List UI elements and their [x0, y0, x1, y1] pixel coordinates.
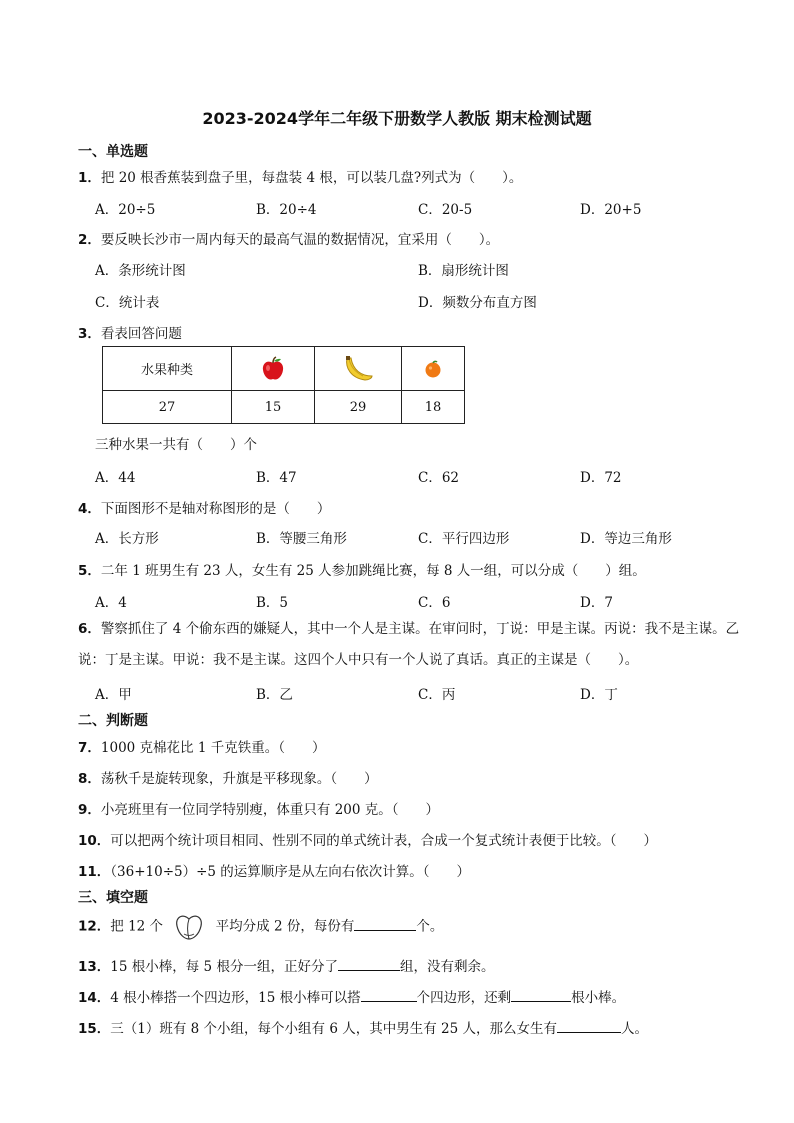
orange-cell [402, 347, 465, 391]
orange-icon [423, 359, 443, 379]
q6-option-c: C．丙 [418, 687, 456, 703]
question-14 [78, 986, 625, 1006]
question-text-mid: 个四边形，还剩 [416, 990, 512, 1006]
fruit-table [102, 346, 465, 424]
question-8 [78, 767, 378, 787]
table-cell: 27 [103, 391, 232, 424]
question-11 [78, 860, 470, 880]
question-text: 警察抓住了 4 个偷东西的嫌疑人，其中一个人是主谋。在审问时，丁说：甲是主谋。丙说：我不是主谋。乙说：丁是主谋。甲说：我不是主谋。这四个人中只有一个人说了真话。真正的主谋是（ ）。 [78, 621, 740, 668]
q1-option-b: B．20÷4 [256, 202, 317, 218]
question-number: 14． [78, 990, 111, 1006]
question-5 [78, 559, 646, 579]
answer-blank[interactable] [557, 1018, 621, 1033]
question-text-pre: 把 12 个 [110, 918, 164, 935]
question-4 [78, 497, 330, 517]
table-cell: 18 [402, 391, 465, 424]
question-text-post: 个。 [416, 918, 444, 935]
question-number: 8． [78, 771, 101, 787]
banana-cell [315, 347, 402, 391]
q6-option-b: B．乙 [256, 687, 293, 703]
question-text: 荡秋千是旋转现象，升旗是平移现象。（ ） [100, 771, 378, 787]
q1-option-d: D．20+5 [580, 202, 642, 218]
question-text-pre: 三（1）班有 8 个小组，每个小组有 6 人，其中男生有 25 人，那么女生有 [110, 1021, 557, 1037]
q3-option-d: D．72 [580, 470, 622, 486]
q5-option-d: D．7 [580, 595, 613, 611]
question-1 [78, 166, 522, 186]
section-heading-fill-blank: 三、填空题 [78, 890, 148, 906]
fruit-table-header: 水果种类 [103, 347, 232, 391]
question-text: 把 20 根香蕉装到盘子里，每盘装 4 根，可以装几盘?列式为（ ）。 [100, 170, 523, 186]
q4-option-b: B．等腰三角形 [256, 531, 347, 547]
q3-option-b: B．47 [256, 470, 297, 486]
section-heading-true-false: 二、判断题 [78, 713, 148, 729]
q2-option-a: A．条形统计图 [95, 263, 186, 279]
question-number: 5． [78, 563, 101, 579]
q5-option-c: C．6 [418, 595, 451, 611]
question-13 [78, 955, 494, 975]
question-text: 小亮班里有一位同学特别瘦，体重只有 200 克。（ ） [100, 802, 440, 818]
table-cell: 15 [232, 391, 315, 424]
apple-icon [259, 355, 287, 383]
question-9 [78, 798, 439, 818]
page-title: 2023-2024学年二年级下册数学人教版 期末检测试题 [202, 109, 592, 128]
answer-blank[interactable] [338, 956, 400, 971]
question-text-mid: 平均分成 2 份，每份有 [215, 918, 355, 935]
q5-option-b: B．5 [256, 595, 289, 611]
q5-option-a: A．4 [95, 595, 127, 611]
answer-blank[interactable] [354, 916, 416, 931]
question-7 [78, 736, 325, 756]
q3-subquestion: 三种水果一共有（ ）个 [95, 437, 257, 453]
question-number: 7． [78, 740, 101, 756]
answer-blank[interactable] [511, 987, 571, 1002]
question-text-post: 组，没有剩余。 [399, 959, 495, 975]
answer-blank[interactable] [361, 987, 417, 1002]
q6-option-a: A．甲 [95, 687, 132, 703]
question-number: 2． [78, 232, 101, 248]
question-3 [78, 322, 182, 342]
question-12 [78, 913, 443, 941]
question-number: 11． [78, 864, 111, 880]
q6-option-d: D．丁 [580, 687, 618, 703]
q1-option-c: C．20-5 [418, 202, 473, 218]
q4-option-a: A．长方形 [95, 531, 159, 547]
question-text-post: 人。 [621, 1021, 648, 1037]
q3-option-a: A．44 [95, 470, 136, 486]
question-text: 看表回答问题 [100, 326, 182, 342]
question-15 [78, 1017, 648, 1037]
banana-icon [341, 354, 375, 384]
question-2 [78, 228, 499, 248]
question-number: 9． [78, 802, 101, 818]
question-number: 15． [78, 1021, 111, 1037]
q2-option-b: B．扇形统计图 [418, 263, 509, 279]
q2-option-c: C．统计表 [95, 295, 160, 311]
section-heading-single-choice: 一、单选题 [78, 144, 148, 160]
question-number: 6． [78, 621, 101, 637]
q1-option-a: A．20÷5 [95, 202, 156, 218]
q2-option-d: D．频数分布直方图 [418, 295, 537, 311]
apple-cell [232, 347, 315, 391]
question-text: 可以把两个统计项目相同、性别不同的单式统计表，合成一个复式统计表便于比较。（ ） [110, 833, 658, 849]
question-text: 二年 1 班男生有 23 人，女生有 25 人参加跳绳比赛，每 8 人一组，可以分成（ ）组。 [100, 563, 646, 579]
peach-icon [173, 913, 205, 941]
question-text-post: 根小棒。 [571, 990, 626, 1006]
question-text: 要反映长沙市一周内每天的最高气温的数据情况，宜采用（ ）。 [100, 232, 500, 248]
question-text: （36+10÷5）÷5 的运算顺序是从左向右依次计算。（ ） [110, 864, 471, 880]
question-number: 12． [78, 918, 111, 935]
question-number: 13． [78, 959, 111, 975]
q3-option-c: C．62 [418, 470, 460, 486]
question-text: 1000 克棉花比 1 千克铁重。（ ） [100, 740, 326, 756]
question-number: 1． [78, 170, 101, 186]
question-text-pre: 15 根小棒，每 5 根分一组，正好分了 [110, 959, 338, 975]
question-number: 10． [78, 833, 111, 849]
q4-option-c: C．平行四边形 [418, 531, 510, 547]
table-cell: 29 [315, 391, 402, 424]
question-10 [78, 829, 657, 849]
q4-option-d: D．等边三角形 [580, 531, 672, 547]
question-number: 4． [78, 501, 101, 517]
question-number: 3． [78, 326, 101, 342]
question-text: 下面图形不是轴对称图形的是（ ） [100, 501, 331, 517]
question-text-pre: 4 根小棒搭一个四边形，15 根小棒可以搭 [110, 990, 361, 1006]
question-6 [78, 614, 746, 676]
